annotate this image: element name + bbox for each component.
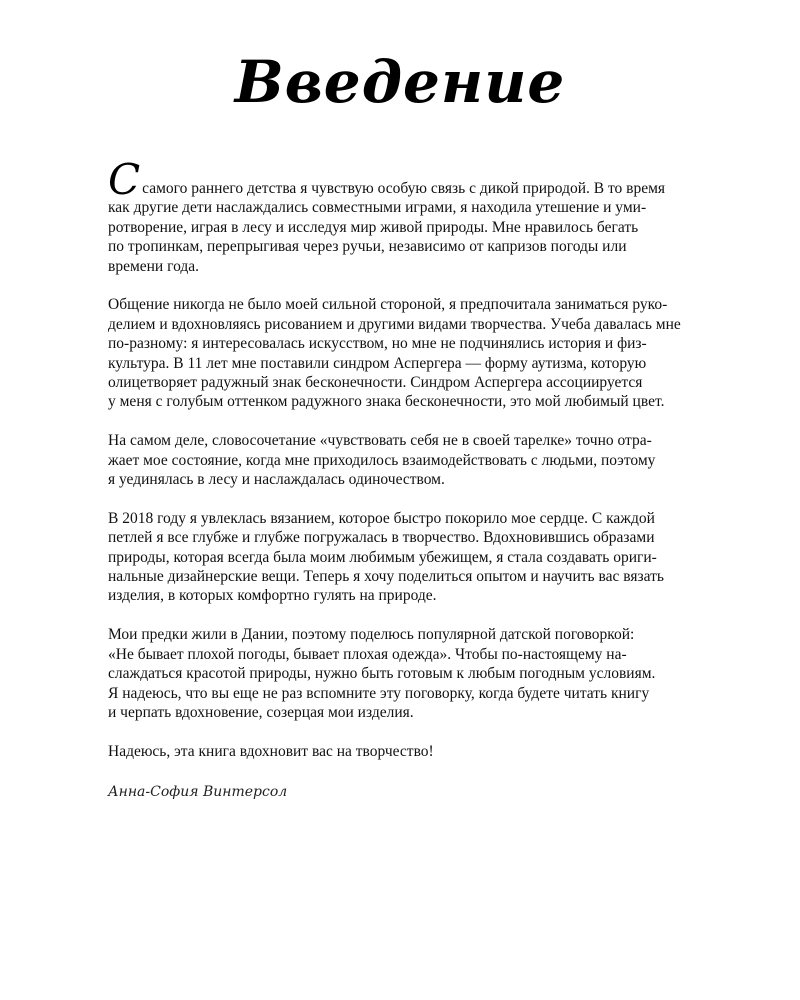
page-title: Введение	[234, 48, 566, 116]
paragraph-3: На самом деле, словосочетание «чувствовать себя не в своей тарелке» точно отра- жает мое состояние, когда мне приходилось взаимодействовать с людьми, поэтому я уединялась в лесу и наслаждалась одиночеством.	[108, 432, 656, 489]
paragraph-5: Мои предки жили в Дании, поэтому поделюсь популярной датской поговоркой: «Не бывает плохой погоды, бывает плохая одежда». Чтобы по-настоящему на- слаждаться красотой природы, нужно быть готовым к любым погодным условиям. Я надеюсь, что вы еще не раз вспомните эту поговорку, когда будете читать книгу и черпать вдохновение, созерцая мои изделия.	[108, 626, 656, 721]
paragraph-1-text: самого раннего детства я чувствую особую связь с дикой природой. В то время как другие дети наслаждались совместными играми, я находила утешение и уми- ротворение, играя в лесу и исследуя мир живой природы. Мне нравилось бегать по тропинкам, перепрыгивая через ручьи, независимо от капризов погоды или времени года.	[108, 180, 666, 275]
drop-cap: С	[108, 155, 141, 204]
paragraph-4: В 2018 году я увлеклась вязанием, которое быстро покорило мое сердце. С каждой петлей я все глубже и глубже погружалась в творчество. Вдохновившись образами природы, которая всегда была моим любимым убежищем, я стала создавать ориги- нальные дизайнерские вещи. Теперь я хочу поделиться опытом и научить вас вязать изделия, в которых комфортно гулять на природе.	[108, 509, 664, 605]
paragraph-2: Общение никогда не было моей сильной стороной, я предпочитала заниматься руко- делием и вдохновляясь рисованием и другими видами творчества. Учеба давалась мне по-разному: я интересовалась искусством, но мне не подчинялись история и физ- культура. В 11 лет мне поставили синдром Аспергера — форму аутизма, которую олицетворяет радужный знак бесконечности. Синдром Аспергера ассоциируется у меня с голубым оттенком радужного знака бесконечности, это мой любимый цвет.	[108, 296, 681, 411]
paragraph-1	[108, 155, 692, 276]
paragraph-6: Надеюсь, эта книга вдохновит вас на творчество!	[108, 742, 434, 760]
introduction-text	[108, 155, 692, 802]
author-signature: Анна-София Винтерсол	[108, 783, 288, 800]
